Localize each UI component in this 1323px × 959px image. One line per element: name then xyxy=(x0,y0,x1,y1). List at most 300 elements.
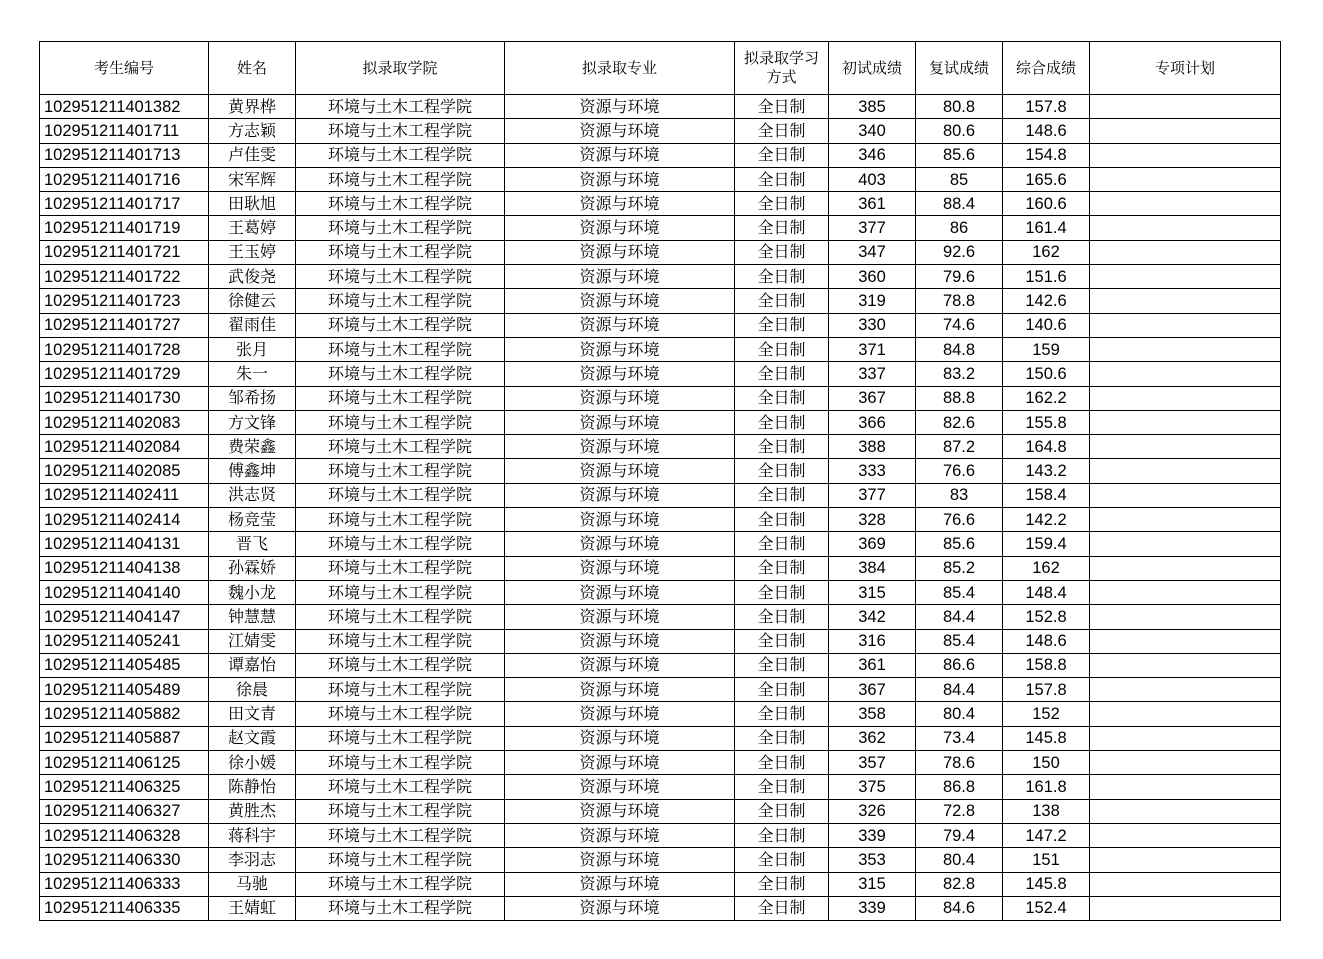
study-mode-cell: 全日制 xyxy=(735,435,829,459)
college-cell: 环境与土木工程学院 xyxy=(296,702,505,726)
candidate-id-cell: 102951211405485 xyxy=(40,653,209,677)
college-cell: 环境与土木工程学院 xyxy=(296,410,505,434)
candidate-id-cell: 102951211402085 xyxy=(40,459,209,483)
study-mode-cell: 全日制 xyxy=(735,410,829,434)
retest-score-cell: 79.4 xyxy=(916,823,1003,847)
special-plan-cell xyxy=(1090,167,1281,191)
table-row xyxy=(40,289,1281,313)
special-plan-cell xyxy=(1090,313,1281,337)
major-cell: 资源与环境 xyxy=(505,556,735,580)
retest-score-cell: 85.6 xyxy=(916,143,1003,167)
college-cell: 环境与土木工程学院 xyxy=(296,167,505,191)
college-cell: 环境与土木工程学院 xyxy=(296,435,505,459)
study-mode-cell: 全日制 xyxy=(735,143,829,167)
special-plan-cell xyxy=(1090,216,1281,240)
total-score-cell: 159.4 xyxy=(1003,532,1090,556)
prelim-score-cell: 337 xyxy=(829,362,916,386)
total-score-cell: 162 xyxy=(1003,556,1090,580)
candidate-name-cell: 杨竞莹 xyxy=(209,508,296,532)
major-cell: 资源与环境 xyxy=(505,678,735,702)
retest-score-cell: 80.8 xyxy=(916,95,1003,119)
header-name: 姓名 xyxy=(209,42,296,95)
candidate-name-cell: 卢佳雯 xyxy=(209,143,296,167)
prelim-score-cell: 339 xyxy=(829,896,916,920)
candidate-id-cell: 102951211402411 xyxy=(40,483,209,507)
retest-score-cell: 85.4 xyxy=(916,629,1003,653)
table-row xyxy=(40,751,1281,775)
special-plan-cell xyxy=(1090,435,1281,459)
prelim-score-cell: 377 xyxy=(829,216,916,240)
table-row xyxy=(40,337,1281,361)
special-plan-cell xyxy=(1090,265,1281,289)
table-row xyxy=(40,580,1281,604)
prelim-score-cell: 366 xyxy=(829,410,916,434)
candidate-id-cell: 102951211401382 xyxy=(40,95,209,119)
retest-score-cell: 84.6 xyxy=(916,896,1003,920)
candidate-id-cell: 102951211401711 xyxy=(40,119,209,143)
special-plan-cell xyxy=(1090,289,1281,313)
retest-score-cell: 84.4 xyxy=(916,678,1003,702)
major-cell: 资源与环境 xyxy=(505,265,735,289)
total-score-cell: 145.8 xyxy=(1003,726,1090,750)
candidate-id-cell: 102951211401722 xyxy=(40,265,209,289)
major-cell: 资源与环境 xyxy=(505,580,735,604)
study-mode-cell: 全日制 xyxy=(735,702,829,726)
special-plan-cell xyxy=(1090,799,1281,823)
prelim-score-cell: 315 xyxy=(829,580,916,604)
special-plan-cell xyxy=(1090,678,1281,702)
major-cell: 资源与环境 xyxy=(505,896,735,920)
special-plan-cell xyxy=(1090,386,1281,410)
total-score-cell: 158.8 xyxy=(1003,653,1090,677)
candidate-id-cell: 102951211401717 xyxy=(40,192,209,216)
total-score-cell: 145.8 xyxy=(1003,872,1090,896)
candidate-id-cell: 102951211406335 xyxy=(40,896,209,920)
candidate-name-cell: 陈静怡 xyxy=(209,775,296,799)
total-score-cell: 155.8 xyxy=(1003,410,1090,434)
college-cell: 环境与土木工程学院 xyxy=(296,556,505,580)
special-plan-cell xyxy=(1090,556,1281,580)
prelim-score-cell: 361 xyxy=(829,653,916,677)
college-cell: 环境与土木工程学院 xyxy=(296,872,505,896)
study-mode-cell: 全日制 xyxy=(735,192,829,216)
candidate-name-cell: 黄界桦 xyxy=(209,95,296,119)
major-cell: 资源与环境 xyxy=(505,192,735,216)
candidate-name-cell: 徐健云 xyxy=(209,289,296,313)
retest-score-cell: 83.2 xyxy=(916,362,1003,386)
study-mode-cell: 全日制 xyxy=(735,216,829,240)
major-cell: 资源与环境 xyxy=(505,775,735,799)
major-cell: 资源与环境 xyxy=(505,143,735,167)
prelim-score-cell: 333 xyxy=(829,459,916,483)
table-row xyxy=(40,119,1281,143)
table-row xyxy=(40,726,1281,750)
candidate-id-cell: 102951211401728 xyxy=(40,337,209,361)
college-cell: 环境与土木工程学院 xyxy=(296,119,505,143)
total-score-cell: 154.8 xyxy=(1003,143,1090,167)
prelim-score-cell: 319 xyxy=(829,289,916,313)
retest-score-cell: 74.6 xyxy=(916,313,1003,337)
study-mode-cell: 全日制 xyxy=(735,240,829,264)
major-cell: 资源与环境 xyxy=(505,848,735,872)
retest-score-cell: 73.4 xyxy=(916,726,1003,750)
candidate-name-cell: 孙霖娇 xyxy=(209,556,296,580)
table-row xyxy=(40,848,1281,872)
major-cell: 资源与环境 xyxy=(505,872,735,896)
college-cell: 环境与土木工程学院 xyxy=(296,726,505,750)
candidate-id-cell: 102951211402084 xyxy=(40,435,209,459)
total-score-cell: 164.8 xyxy=(1003,435,1090,459)
special-plan-cell xyxy=(1090,580,1281,604)
major-cell: 资源与环境 xyxy=(505,751,735,775)
retest-score-cell: 84.8 xyxy=(916,337,1003,361)
major-cell: 资源与环境 xyxy=(505,313,735,337)
table-row xyxy=(40,386,1281,410)
major-cell: 资源与环境 xyxy=(505,386,735,410)
retest-score-cell: 78.8 xyxy=(916,289,1003,313)
table-row xyxy=(40,362,1281,386)
candidate-name-cell: 赵文霞 xyxy=(209,726,296,750)
table-row xyxy=(40,629,1281,653)
total-score-cell: 152.4 xyxy=(1003,896,1090,920)
total-score-cell: 150.6 xyxy=(1003,362,1090,386)
candidate-name-cell: 李羽志 xyxy=(209,848,296,872)
candidate-name-cell: 王葛婷 xyxy=(209,216,296,240)
table-row xyxy=(40,240,1281,264)
study-mode-cell: 全日制 xyxy=(735,289,829,313)
college-cell: 环境与土木工程学院 xyxy=(296,823,505,847)
study-mode-cell: 全日制 xyxy=(735,896,829,920)
total-score-cell: 138 xyxy=(1003,799,1090,823)
candidate-name-cell: 魏小龙 xyxy=(209,580,296,604)
prelim-score-cell: 316 xyxy=(829,629,916,653)
retest-score-cell: 86.6 xyxy=(916,653,1003,677)
retest-score-cell: 85.4 xyxy=(916,580,1003,604)
college-cell: 环境与土木工程学院 xyxy=(296,313,505,337)
retest-score-cell: 82.8 xyxy=(916,872,1003,896)
header-retest-score: 复试成绩 xyxy=(916,42,1003,95)
prelim-score-cell: 377 xyxy=(829,483,916,507)
total-score-cell: 142.2 xyxy=(1003,508,1090,532)
table-row xyxy=(40,896,1281,920)
candidate-id-cell: 102951211401719 xyxy=(40,216,209,240)
candidate-id-cell: 102951211404138 xyxy=(40,556,209,580)
study-mode-cell: 全日制 xyxy=(735,872,829,896)
table-row xyxy=(40,167,1281,191)
special-plan-cell xyxy=(1090,896,1281,920)
table-row xyxy=(40,532,1281,556)
table-row xyxy=(40,508,1281,532)
major-cell: 资源与环境 xyxy=(505,799,735,823)
college-cell: 环境与土木工程学院 xyxy=(296,216,505,240)
retest-score-cell: 85.6 xyxy=(916,532,1003,556)
study-mode-cell: 全日制 xyxy=(735,726,829,750)
table-row xyxy=(40,459,1281,483)
candidate-name-cell: 翟雨佳 xyxy=(209,313,296,337)
college-cell: 环境与土木工程学院 xyxy=(296,775,505,799)
prelim-score-cell: 362 xyxy=(829,726,916,750)
prelim-score-cell: 328 xyxy=(829,508,916,532)
total-score-cell: 142.6 xyxy=(1003,289,1090,313)
study-mode-cell: 全日制 xyxy=(735,751,829,775)
prelim-score-cell: 384 xyxy=(829,556,916,580)
special-plan-cell xyxy=(1090,702,1281,726)
major-cell: 资源与环境 xyxy=(505,508,735,532)
candidate-name-cell: 张月 xyxy=(209,337,296,361)
prelim-score-cell: 347 xyxy=(829,240,916,264)
candidate-id-cell: 102951211401730 xyxy=(40,386,209,410)
college-cell: 环境与土木工程学院 xyxy=(296,192,505,216)
college-cell: 环境与土木工程学院 xyxy=(296,653,505,677)
study-mode-cell: 全日制 xyxy=(735,823,829,847)
college-cell: 环境与土木工程学院 xyxy=(296,483,505,507)
major-cell: 资源与环境 xyxy=(505,435,735,459)
total-score-cell: 157.8 xyxy=(1003,678,1090,702)
major-cell: 资源与环境 xyxy=(505,605,735,629)
college-cell: 环境与土木工程学院 xyxy=(296,580,505,604)
candidate-name-cell: 朱一 xyxy=(209,362,296,386)
college-cell: 环境与土木工程学院 xyxy=(296,678,505,702)
candidate-name-cell: 费荣鑫 xyxy=(209,435,296,459)
candidate-id-cell: 102951211406328 xyxy=(40,823,209,847)
retest-score-cell: 82.6 xyxy=(916,410,1003,434)
college-cell: 环境与土木工程学院 xyxy=(296,289,505,313)
prelim-score-cell: 353 xyxy=(829,848,916,872)
study-mode-cell: 全日制 xyxy=(735,556,829,580)
college-cell: 环境与土木工程学院 xyxy=(296,265,505,289)
retest-score-cell: 80.6 xyxy=(916,119,1003,143)
study-mode-cell: 全日制 xyxy=(735,799,829,823)
special-plan-cell xyxy=(1090,751,1281,775)
retest-score-cell: 79.6 xyxy=(916,265,1003,289)
table-row xyxy=(40,799,1281,823)
major-cell: 资源与环境 xyxy=(505,726,735,750)
major-cell: 资源与环境 xyxy=(505,289,735,313)
college-cell: 环境与土木工程学院 xyxy=(296,848,505,872)
header-college: 拟录取学院 xyxy=(296,42,505,95)
study-mode-cell: 全日制 xyxy=(735,508,829,532)
study-mode-cell: 全日制 xyxy=(735,775,829,799)
retest-score-cell: 85 xyxy=(916,167,1003,191)
candidate-id-cell: 102951211402414 xyxy=(40,508,209,532)
total-score-cell: 159 xyxy=(1003,337,1090,361)
total-score-cell: 150 xyxy=(1003,751,1090,775)
candidate-id-cell: 102951211405882 xyxy=(40,702,209,726)
candidate-name-cell: 方文锋 xyxy=(209,410,296,434)
prelim-score-cell: 357 xyxy=(829,751,916,775)
major-cell: 资源与环境 xyxy=(505,702,735,726)
candidate-id-cell: 102951211401721 xyxy=(40,240,209,264)
table-row xyxy=(40,483,1281,507)
special-plan-cell xyxy=(1090,605,1281,629)
college-cell: 环境与土木工程学院 xyxy=(296,799,505,823)
major-cell: 资源与环境 xyxy=(505,167,735,191)
study-mode-cell: 全日制 xyxy=(735,313,829,337)
special-plan-cell xyxy=(1090,362,1281,386)
total-score-cell: 151.6 xyxy=(1003,265,1090,289)
special-plan-cell xyxy=(1090,775,1281,799)
retest-score-cell: 72.8 xyxy=(916,799,1003,823)
major-cell: 资源与环境 xyxy=(505,483,735,507)
college-cell: 环境与土木工程学院 xyxy=(296,532,505,556)
retest-score-cell: 86 xyxy=(916,216,1003,240)
prelim-score-cell: 339 xyxy=(829,823,916,847)
prelim-score-cell: 340 xyxy=(829,119,916,143)
table-header-row xyxy=(40,42,1281,95)
candidate-id-cell: 102951211405887 xyxy=(40,726,209,750)
total-score-cell: 152 xyxy=(1003,702,1090,726)
study-mode-cell: 全日制 xyxy=(735,532,829,556)
table-row xyxy=(40,653,1281,677)
candidate-id-cell: 102951211401727 xyxy=(40,313,209,337)
candidate-name-cell: 晋飞 xyxy=(209,532,296,556)
total-score-cell: 160.6 xyxy=(1003,192,1090,216)
retest-score-cell: 83 xyxy=(916,483,1003,507)
candidate-name-cell: 徐小媛 xyxy=(209,751,296,775)
admission-list-table xyxy=(39,41,1281,921)
candidate-name-cell: 江婧雯 xyxy=(209,629,296,653)
study-mode-cell: 全日制 xyxy=(735,119,829,143)
prelim-score-cell: 326 xyxy=(829,799,916,823)
college-cell: 环境与土木工程学院 xyxy=(296,508,505,532)
special-plan-cell xyxy=(1090,410,1281,434)
table-row xyxy=(40,410,1281,434)
table-row xyxy=(40,605,1281,629)
retest-score-cell: 85.2 xyxy=(916,556,1003,580)
college-cell: 环境与土木工程学院 xyxy=(296,240,505,264)
major-cell: 资源与环境 xyxy=(505,532,735,556)
prelim-score-cell: 385 xyxy=(829,95,916,119)
prelim-score-cell: 360 xyxy=(829,265,916,289)
study-mode-cell: 全日制 xyxy=(735,483,829,507)
study-mode-cell: 全日制 xyxy=(735,337,829,361)
retest-score-cell: 92.6 xyxy=(916,240,1003,264)
study-mode-cell: 全日制 xyxy=(735,167,829,191)
special-plan-cell xyxy=(1090,653,1281,677)
candidate-name-cell: 邹希扬 xyxy=(209,386,296,410)
college-cell: 环境与土木工程学院 xyxy=(296,605,505,629)
study-mode-cell: 全日制 xyxy=(735,580,829,604)
table-row xyxy=(40,678,1281,702)
prelim-score-cell: 388 xyxy=(829,435,916,459)
table-row xyxy=(40,192,1281,216)
college-cell: 环境与土木工程学院 xyxy=(296,386,505,410)
major-cell: 资源与环境 xyxy=(505,823,735,847)
special-plan-cell xyxy=(1090,337,1281,361)
study-mode-cell: 全日制 xyxy=(735,459,829,483)
total-score-cell: 152.8 xyxy=(1003,605,1090,629)
retest-score-cell: 84.4 xyxy=(916,605,1003,629)
study-mode-cell: 全日制 xyxy=(735,629,829,653)
major-cell: 资源与环境 xyxy=(505,119,735,143)
retest-score-cell: 87.2 xyxy=(916,435,1003,459)
prelim-score-cell: 371 xyxy=(829,337,916,361)
college-cell: 环境与土木工程学院 xyxy=(296,459,505,483)
candidate-id-cell: 102951211405241 xyxy=(40,629,209,653)
major-cell: 资源与环境 xyxy=(505,240,735,264)
candidate-name-cell: 武俊尧 xyxy=(209,265,296,289)
table-row xyxy=(40,313,1281,337)
prelim-score-cell: 330 xyxy=(829,313,916,337)
candidate-id-cell: 102951211404131 xyxy=(40,532,209,556)
table-row xyxy=(40,775,1281,799)
retest-score-cell: 76.6 xyxy=(916,508,1003,532)
total-score-cell: 161.4 xyxy=(1003,216,1090,240)
special-plan-cell xyxy=(1090,872,1281,896)
study-mode-cell: 全日制 xyxy=(735,605,829,629)
study-mode-cell: 全日制 xyxy=(735,386,829,410)
major-cell: 资源与环境 xyxy=(505,216,735,240)
study-mode-cell: 全日制 xyxy=(735,362,829,386)
special-plan-cell xyxy=(1090,143,1281,167)
candidate-id-cell: 102951211406327 xyxy=(40,799,209,823)
candidate-name-cell: 王玉婷 xyxy=(209,240,296,264)
table-body xyxy=(40,95,1281,921)
table-row xyxy=(40,872,1281,896)
table-row xyxy=(40,702,1281,726)
header-candidate-id: 考生编号 xyxy=(40,42,209,95)
header-prelim-score: 初试成绩 xyxy=(829,42,916,95)
special-plan-cell xyxy=(1090,240,1281,264)
special-plan-cell xyxy=(1090,483,1281,507)
major-cell: 资源与环境 xyxy=(505,459,735,483)
candidate-id-cell: 102951211401716 xyxy=(40,167,209,191)
header-study-mode: 拟录取学习方式 xyxy=(735,42,829,95)
study-mode-cell: 全日制 xyxy=(735,653,829,677)
candidate-id-cell: 102951211404140 xyxy=(40,580,209,604)
candidate-name-cell: 蒋科宇 xyxy=(209,823,296,847)
special-plan-cell xyxy=(1090,629,1281,653)
total-score-cell: 148.6 xyxy=(1003,119,1090,143)
candidate-id-cell: 102951211405489 xyxy=(40,678,209,702)
header-special-plan: 专项计划 xyxy=(1090,42,1281,95)
candidate-id-cell: 102951211401729 xyxy=(40,362,209,386)
retest-score-cell: 78.6 xyxy=(916,751,1003,775)
special-plan-cell xyxy=(1090,823,1281,847)
special-plan-cell xyxy=(1090,508,1281,532)
study-mode-cell: 全日制 xyxy=(735,678,829,702)
candidate-name-cell: 马驰 xyxy=(209,872,296,896)
table-row xyxy=(40,216,1281,240)
major-cell: 资源与环境 xyxy=(505,95,735,119)
study-mode-cell: 全日制 xyxy=(735,848,829,872)
prelim-score-cell: 315 xyxy=(829,872,916,896)
candidate-id-cell: 102951211406125 xyxy=(40,751,209,775)
candidate-name-cell: 傅鑫坤 xyxy=(209,459,296,483)
college-cell: 环境与土木工程学院 xyxy=(296,362,505,386)
prelim-score-cell: 403 xyxy=(829,167,916,191)
college-cell: 环境与土木工程学院 xyxy=(296,337,505,361)
candidate-id-cell: 102951211402083 xyxy=(40,410,209,434)
candidate-id-cell: 102951211404147 xyxy=(40,605,209,629)
retest-score-cell: 76.6 xyxy=(916,459,1003,483)
major-cell: 资源与环境 xyxy=(505,629,735,653)
major-cell: 资源与环境 xyxy=(505,337,735,361)
table-row xyxy=(40,265,1281,289)
prelim-score-cell: 369 xyxy=(829,532,916,556)
major-cell: 资源与环境 xyxy=(505,362,735,386)
major-cell: 资源与环境 xyxy=(505,653,735,677)
candidate-id-cell: 102951211406325 xyxy=(40,775,209,799)
prelim-score-cell: 346 xyxy=(829,143,916,167)
candidate-id-cell: 102951211406330 xyxy=(40,848,209,872)
table-row xyxy=(40,95,1281,119)
retest-score-cell: 80.4 xyxy=(916,702,1003,726)
prelim-score-cell: 367 xyxy=(829,678,916,702)
retest-score-cell: 80.4 xyxy=(916,848,1003,872)
special-plan-cell xyxy=(1090,119,1281,143)
candidate-name-cell: 田文青 xyxy=(209,702,296,726)
